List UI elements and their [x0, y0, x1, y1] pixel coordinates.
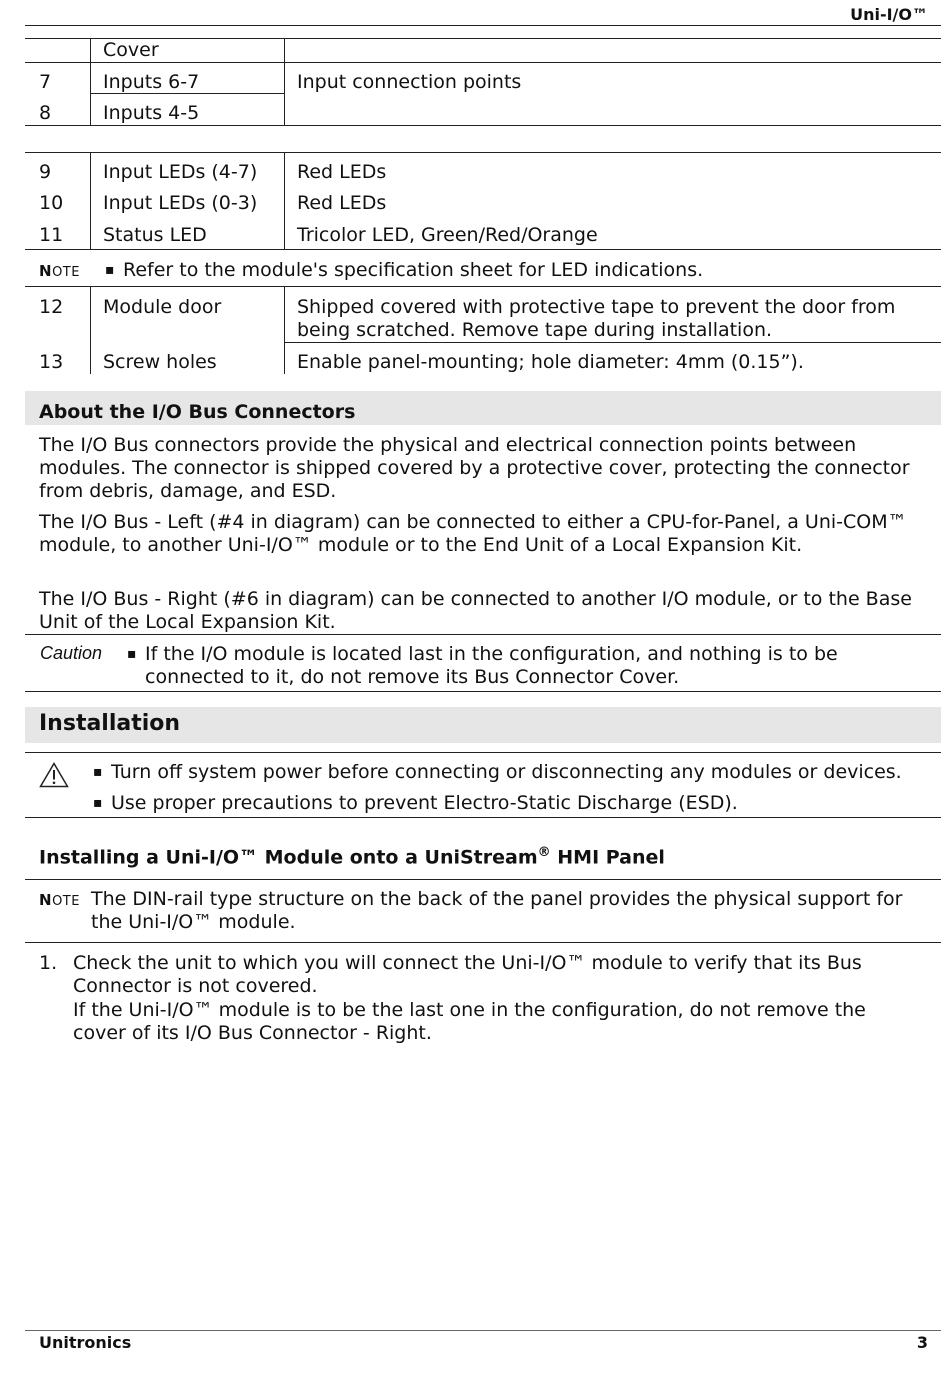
table-cell-desc: Enable panel-mounting; hole diameter: 4mm (0.15”).: [297, 351, 804, 373]
note-label: NOTE: [39, 891, 80, 909]
table-cell-desc: Shipped covered with protective tape to prevent the door from being scratched. Remove tape during installation.: [297, 296, 896, 341]
table-cell-num: 9: [39, 161, 52, 183]
table-cell-name: Cover: [103, 39, 159, 61]
list-item: ▪ Use proper precautions to prevent Electro-Static Discharge (ESD).: [111, 792, 738, 815]
table-cell-num: 7: [39, 71, 52, 93]
caution-text: ▪ If the I/O module is located last in the configuration, and nothing is to be connected to it, do not remove its Bus Connector Cover.: [145, 643, 905, 689]
section-heading-installation: Installation: [39, 711, 181, 736]
caution-label: Caution: [40, 643, 103, 663]
table-cell-num: 11: [39, 224, 64, 246]
note-text: The DIN-rail type structure on the back of the panel provides the physical support for the Uni-I/O™ module.: [91, 888, 903, 933]
table-cell-num: 12: [39, 296, 64, 318]
footer-company: Unitronics: [39, 1333, 132, 1352]
header-rule: [25, 25, 941, 26]
table-cell-name: Module door: [103, 296, 222, 318]
subsection-heading-installing: Installing a Uni-I/O™ Module onto a UniStream® HMI Panel: [39, 845, 665, 869]
table-cell-desc: Red LEDs: [297, 161, 387, 183]
paragraph: The I/O Bus - Left (#4 in diagram) can be connected to either a CPU-for-Panel, a Uni-COM™ module, to another Uni-I/O™ module or to the End Unit of a Local Expansion Kit.: [39, 511, 907, 556]
step-text: Check the unit to which you will connect the Uni-I/O™ module to verify that its Bus Connector is not covered.: [73, 952, 862, 997]
table-cell-num: 13: [39, 351, 64, 373]
running-header: Uni-I/O™: [850, 5, 928, 24]
table-cell-name: Inputs 6-7: [103, 71, 200, 93]
table-cell-desc: Tricolor LED, Green/Red/Orange: [297, 224, 598, 246]
table-cell-name: Input LEDs (4-7): [103, 161, 258, 183]
table-cell-desc: Input connection points: [297, 71, 522, 93]
note-label: NOTE: [39, 262, 80, 280]
note-text: ▪ Refer to the module's specification sheet for LED indications.: [123, 259, 703, 282]
list-item: ▪ Turn off system power before connecting or disconnecting any modules or devices.: [111, 761, 902, 784]
step-number: 1.: [39, 952, 58, 974]
paragraph: The I/O Bus - Right (#6 in diagram) can be connected to another I/O module, or to the Base Unit of the Local Expansion Kit.: [39, 588, 912, 633]
table-cell-name: Inputs 4-5: [103, 102, 200, 124]
table-cell-num: 10: [39, 192, 64, 214]
warning-triangle-icon: [39, 762, 69, 788]
table-cell-name: Screw holes: [103, 351, 217, 373]
paragraph: The I/O Bus connectors provide the physical and electrical connection points between modules. The connector is shipped covered by a protective cover, protecting the connector from debris, damage, and ESD.: [39, 434, 910, 502]
table-cell-name: Status LED: [103, 224, 207, 246]
section-heading-bus-connectors: About the I/O Bus Connectors: [39, 401, 356, 423]
step-text: If the Uni-I/O™ module is to be the last one in the configuration, do not remove the cover of its I/O Bus Connector - Right.: [73, 999, 866, 1044]
table-cell-desc: Red LEDs: [297, 192, 387, 214]
page-number: 3: [916, 1333, 928, 1352]
table-cell-name: Input LEDs (0-3): [103, 192, 258, 214]
table-cell-num: 8: [39, 102, 52, 124]
